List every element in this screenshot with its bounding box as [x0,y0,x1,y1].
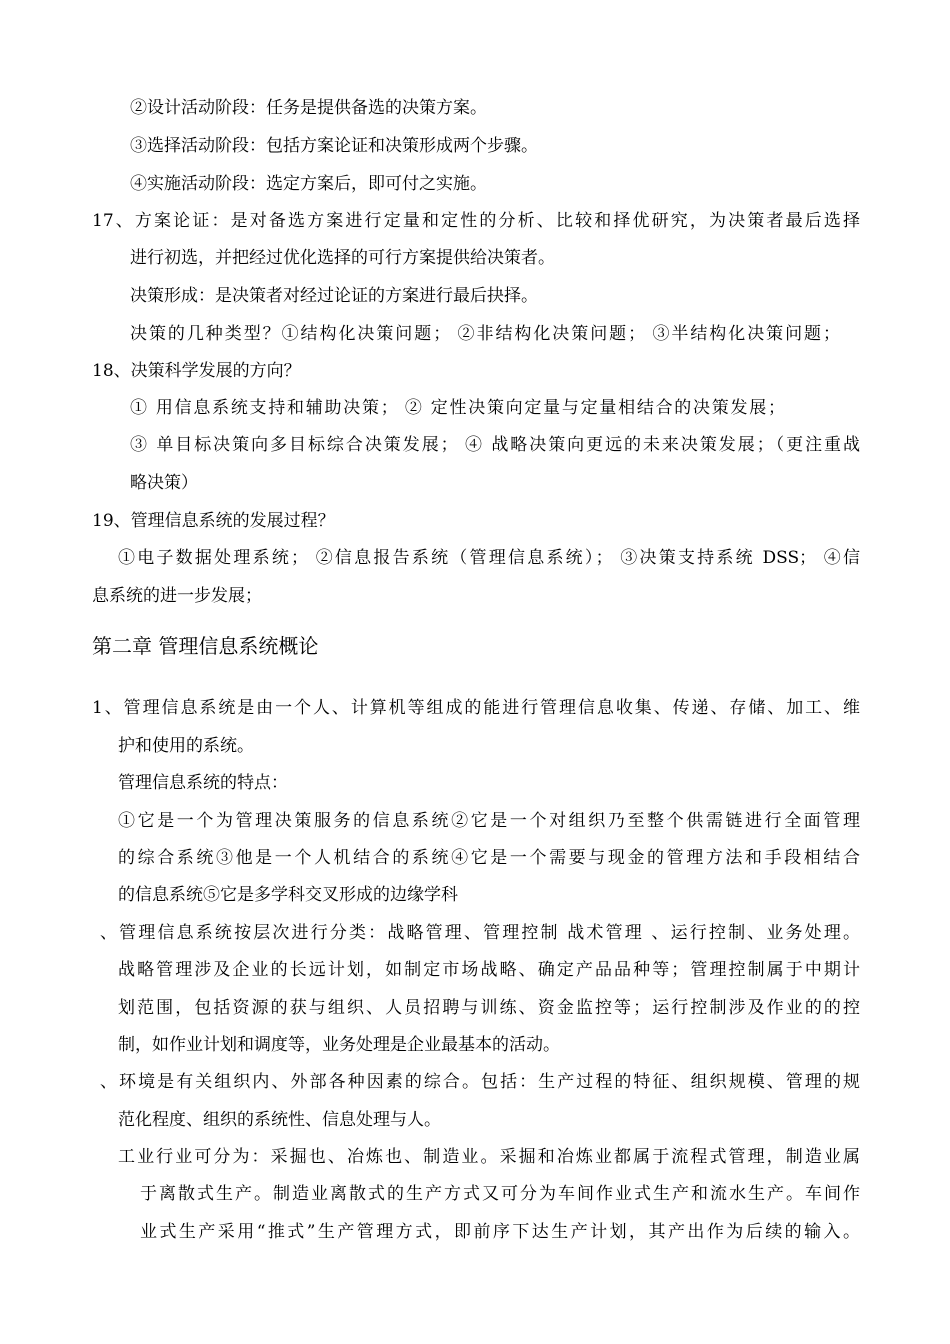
item-1-line-1: 1、管理信息系统是由一个人、计算机等组成的能进行管理信息收集、传递、存储、加工、维 [92,698,860,718]
item-1-line-2: 护和使用的系统。 [118,736,254,756]
environment-line-1: 、环境是有关组织内、外部各种因素的综合。包括：生产过程的特征、组织规模、管理的规 [100,1072,860,1092]
text-line-implementation-stage: ④实施活动阶段：选定方案后，即可付之实施。 [130,174,487,194]
item-17-line-1: 17、方案论证：是对备选方案进行定量和定性的分析、比较和择优研究，为决策者最后选择 [92,211,860,231]
item-18-line-1: ① 用信息系统支持和辅助决策； ② 定性决策向定量与定量相结合的决策发展； [130,398,785,418]
text-line-decision-formation: 决策形成：是决策者对经过论证的方案进行最后抉择。 [130,286,538,306]
classification-line-2: 战略管理涉及企业的长远计划，如制定市场战略、确定产品品种等；管理控制属于中期计 [118,960,860,980]
classification-line-1: 、管理信息系统按层次进行分类：战略管理、管理控制 战术管理 、运行控制、业务处理。 [100,923,860,943]
item-17-line-2: 进行初选，并把经过优化选择的可行方案提供给决策者。 [130,248,555,268]
item-18-line-3: 略决策） [130,473,198,493]
industry-line-1: 工业行业可分为：采掘也、冶炼也、制造业。采掘和冶炼业都属于流程式管理，制造业属 [118,1147,860,1167]
item-18-heading: 18、决策科学发展的方向？ [92,361,301,381]
features-line-1: ①它是一个为管理决策服务的信息系统②它是一个对组织乃至整个供需链进行全面管理 [118,811,860,831]
environment-line-2: 范化程度、组织的系统性、信息处理与人。 [118,1110,441,1130]
text-line-decision-types: 决策的几种类型？①结构化决策问题； ②非结构化决策问题； ③半结构化决策问题； [130,324,840,344]
item-18-line-2: ③ 单目标决策向多目标综合决策发展； ④ 战略决策向更远的未来决策发展；（更注重战 [130,435,860,455]
classification-line-3: 划范围，包括资源的获与组织、人员招聘与训练、资金监控等；运行控制涉及作业的的控 [118,998,860,1018]
classification-line-4: 制，如作业计划和调度等，业务处理是企业最基本的活动。 [118,1035,560,1055]
text-line-selection-stage: ③选择活动阶段：包括方案论证和决策形成两个步骤。 [130,136,538,156]
item-19-line-2: 息系统的进一步发展； [92,586,262,606]
features-line-2: 的综合系统③他是一个人机结合的系统④它是一个需要与现金的管理方法和手段相结合 [118,848,860,868]
text-line-features-title: 管理信息系统的特点： [118,773,288,793]
industry-line-2: 于离散式生产。制造业离散式的生产方式又可分为车间作业式生产和流水生产。车间作 [140,1184,860,1204]
industry-line-3: 业式生产采用“推式”生产管理方式，即前序下达生产计划，其产出作为后续的输入。 [140,1222,860,1242]
chapter-heading: 第二章 管理信息系统概论 [92,634,319,658]
features-line-3: 的信息系统⑤它是多学科交叉形成的边缘学科 [118,885,458,905]
item-19-heading: 19、管理信息系统的发展过程？ [92,511,335,531]
item-19-line-1: ①电子数据处理系统； ②信息报告系统（管理信息系统）； ③决策支持系统 DSS； ④信 [118,548,860,568]
text-line-design-stage: ②设计活动阶段：任务是提供备选的决策方案。 [130,98,487,118]
